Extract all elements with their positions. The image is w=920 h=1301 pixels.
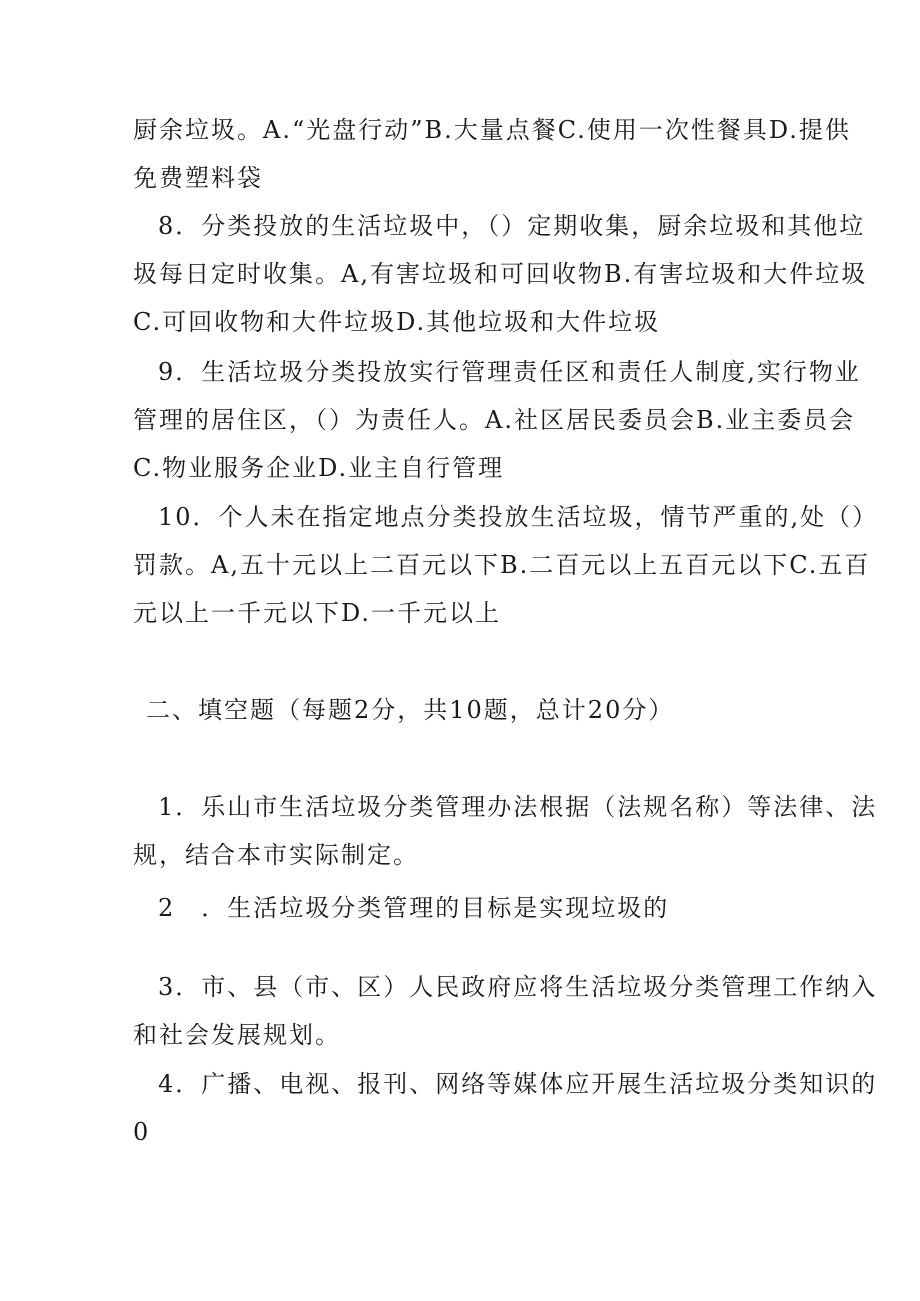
fill-1-line-1: 1．乐山市生活垃圾分类管理办法根据（法规名称）等法律、法 (158, 793, 878, 821)
section-2-title: 二、填空题（每题2分，共10题，总计20分） (146, 696, 675, 724)
q8-line-2: 圾每日定时收集。A,有害垃圾和可回收物B.有害垃圾和大件垃圾 (133, 260, 868, 288)
q7-line-2: 免费塑料袋 (133, 164, 263, 192)
q9-line-3: C.物业服务企业D.业主自行管理 (133, 454, 505, 482)
q8-line-3: C.可回收物和大件垃圾D.其他垃圾和大件垃圾 (133, 308, 661, 336)
q9-line-2: 管理的居住区，（）为责任人。A.社区居民委员会B.业主委员会 (133, 406, 856, 434)
fill-2-line-1: 2 ．生活垃圾分类管理的目标是实现垃圾的 (158, 894, 670, 922)
q9-line-1: 9．生活垃圾分类投放实行管理责任区和责任人制度,实行物业 (158, 358, 861, 386)
fill-3-line-1: 3．市、县（市、区）人民政府应将生活垃圾分类管理工作纳入 (158, 973, 878, 1001)
fill-4-line-1: 4．广播、电视、报刊、网络等媒体应开展生活垃圾分类知识的 (158, 1070, 878, 1098)
fill-4-line-2: 0 (133, 1118, 151, 1146)
q10-line-1: 10．个人未在指定地点分类投放生活垃圾，情节严重的,处（） (158, 503, 879, 531)
q10-line-3: 元以上一千元以下D.一千元以上 (133, 599, 502, 627)
q7-line-1: 厨余垃圾。A.“光盘行动”B.大量点餐C.使用一次性餐具D.提供 (133, 116, 851, 144)
fill-3-line-2: 和社会发展规划。 (133, 1021, 341, 1049)
fill-1-line-2: 规，结合本市实际制定。 (133, 841, 419, 869)
q8-line-1: 8．分类投放的生活垃圾中，（）定期收集，厨余垃圾和其他垃 (158, 212, 866, 240)
q10-line-2: 罚款。A,五十元以上二百元以下B.二百元以上五百元以下C.五百 (133, 551, 871, 579)
